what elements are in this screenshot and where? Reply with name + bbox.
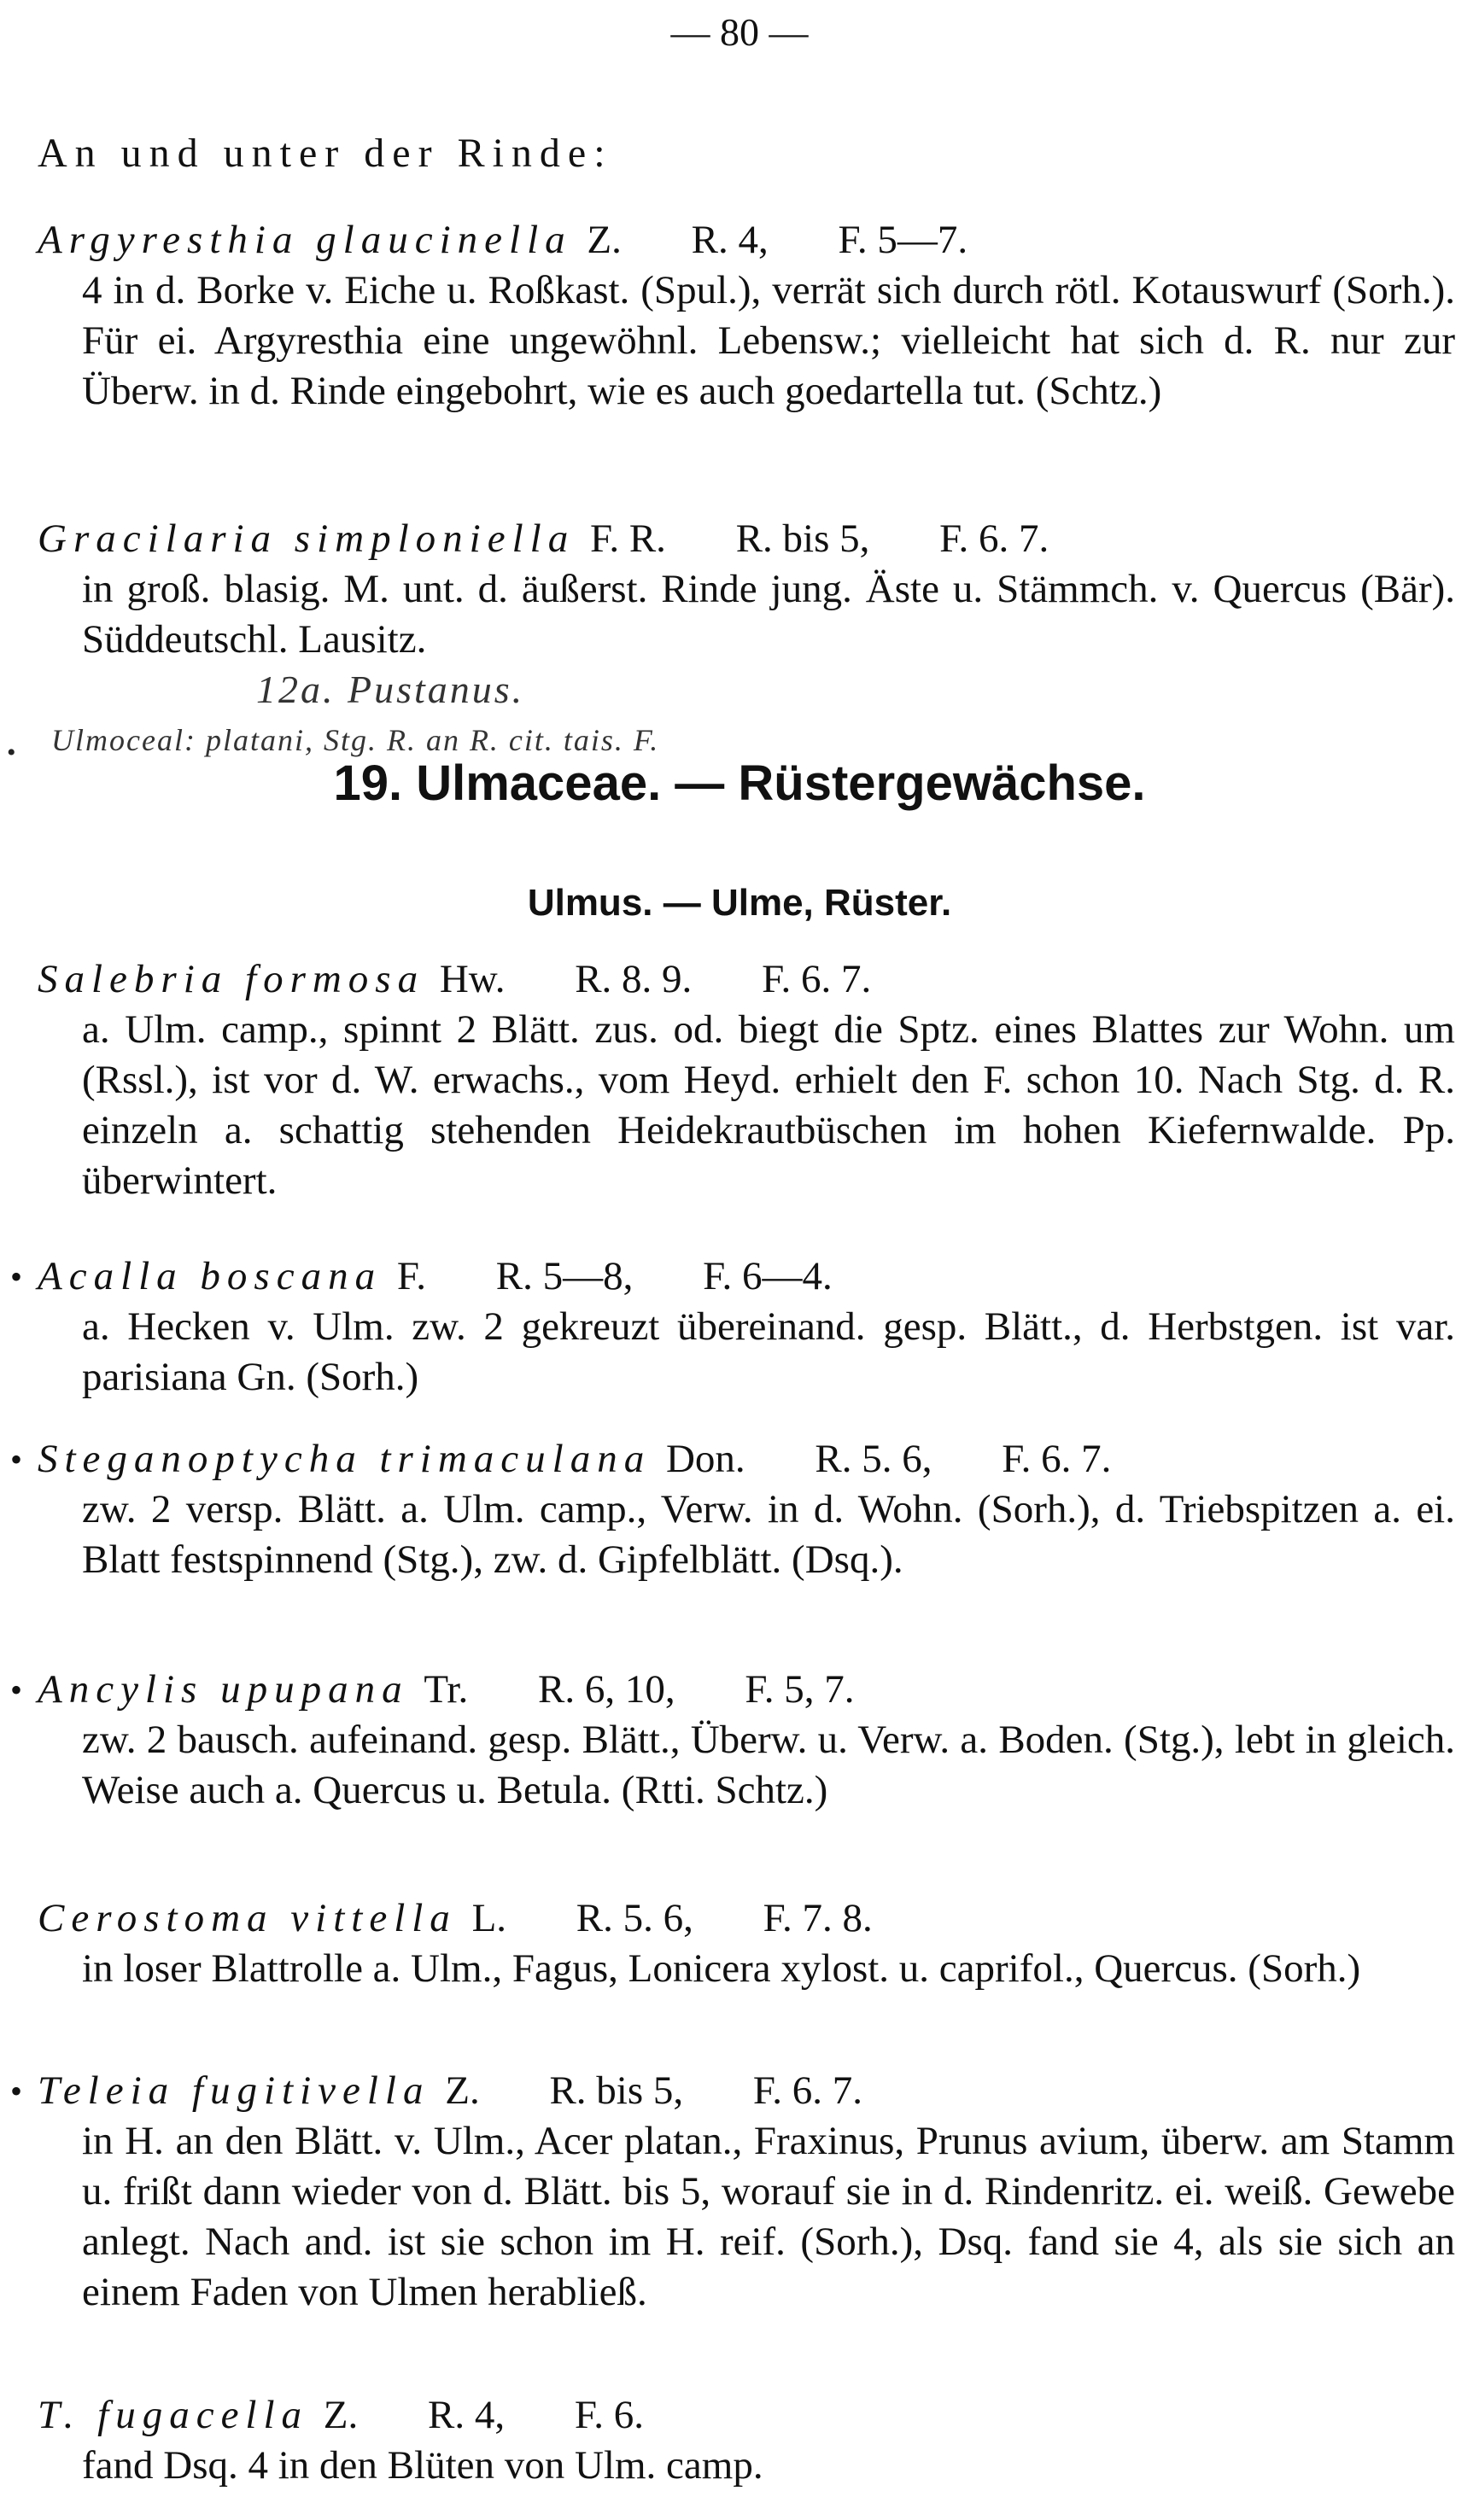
species-author: F.: [396, 1254, 426, 1298]
genus-heading: Ulmus. — Ulme, Rüster.: [527, 882, 952, 924]
moth-period: F. 6. 7.: [762, 957, 872, 1001]
entry-text: in groß. blasig. M. unt. d. äußerst. Rinde jung. Äste u. Stämmch. v. Quercus (Bär). Süddeutschl. Lausitz.: [82, 567, 1455, 662]
species-entry: [38, 215, 1455, 417]
moth-period: F. 7. 8.: [763, 1896, 873, 1940]
page-number: — 80 —: [670, 10, 809, 54]
moth-period: F. 5—7.: [838, 218, 968, 262]
section-intro: An und unter der Rinde:: [38, 131, 613, 176]
species-entry: [10, 2066, 1455, 2318]
entry-header: [38, 1893, 1455, 1944]
species-author: F. R.: [589, 516, 666, 561]
entry-header: [38, 2066, 1455, 2116]
larva-period: R. 4,: [691, 218, 769, 262]
species-entry: [10, 1434, 1455, 1585]
moth-period: F. 6—4.: [703, 1254, 833, 1298]
larva-period: R. 5. 6,: [576, 1896, 693, 1940]
species-name: Ancylis upupana: [38, 1667, 409, 1712]
bullet-mark-icon: •: [7, 738, 16, 767]
moth-period: F. 6. 7.: [752, 2068, 863, 2113]
species-entry: [10, 1251, 1455, 1403]
bullet-mark-icon: •: [10, 1671, 23, 1709]
larva-period: R. bis 5,: [735, 516, 870, 561]
larva-period: R. bis 5,: [549, 2068, 684, 2113]
entry-text: in loser Blattrolle a. Ulm., Fagus, Lonicera xylost. u. caprifol., Quercus. (Sorh.): [82, 1946, 1361, 1991]
entry-header: [38, 1665, 1455, 1715]
species-entry: [38, 514, 1455, 665]
entry-header: [38, 954, 1455, 1005]
species-name: Steganoptycha trimaculana: [38, 1437, 652, 1481]
species-author: Tr.: [424, 1667, 469, 1712]
species-name: Acalla boscana: [38, 1254, 383, 1298]
bullet-mark-icon: •: [10, 1257, 23, 1296]
entry-text: a. Ulm. camp., spinnt 2 Blätt. zus. od. biegt die Sptz. eines Blattes zur Wohn. um (Rssl.), ist vor d. W. erwachs., vom Heyd. erhielt den F. schon 10. Nach Stg. d. R. einzeln a. schattig stehenden Heidekrautbüschen im hohen Kiefernwalde. Pp. überwintert.: [82, 1007, 1455, 1203]
handwritten-note: 12a. Pustanus.: [256, 668, 525, 711]
moth-period: F. 5, 7.: [745, 1667, 855, 1712]
entry-text: zw. 2 bausch. aufeinand. gesp. Blätt., Überw. u. Verw. a. Boden. (Stg.), lebt in gleich. Weise auch a. Quercus u. Betula. (Rtti. Schtz.): [82, 1718, 1455, 1812]
species-name: Argyresthia glaucinella: [38, 218, 572, 262]
species-author: Z.: [323, 2393, 359, 2437]
species-name: Gracilaria simploniella: [38, 516, 576, 561]
larva-period: R. 5. 6,: [815, 1437, 932, 1481]
larva-period: R. 4,: [428, 2393, 506, 2437]
species-name: T. fugacella: [38, 2393, 309, 2437]
entry-header: [38, 1434, 1455, 1485]
family-heading: 19. Ulmaceae. — Rüstergewächse.: [333, 755, 1146, 811]
entry-header: [38, 514, 1455, 564]
species-entry: [38, 954, 1455, 1206]
entry-text: in H. an den Blätt. v. Ulm., Acer platan., Fraxinus, Prunus avium, überw. am Stamm u. frißt dann wieder von d. Blätt. bis 5, worauf sie in d. Rindenritz. ei. weiß. Gewebe anlegt. Nach and. ist sie schon im H. reif. (Sorh.), Dsq. fand sie 4, als sie sich an einem Faden von Ulmen herabließ.: [82, 2119, 1455, 2314]
species-name: Salebria formosa: [38, 957, 425, 1001]
larva-period: R. 8. 9.: [575, 957, 693, 1001]
species-author: Hw.: [439, 957, 506, 1001]
entry-header: [38, 2390, 1455, 2441]
moth-period: F. 6. 7.: [1002, 1437, 1112, 1481]
entry-text: a. Hecken v. Ulm. zw. 2 gekreuzt übereinand. gesp. Blätt., d. Herbstgen. ist var. parisiana Gn. (Sorh.): [82, 1304, 1455, 1399]
bullet-mark-icon: •: [10, 2072, 23, 2110]
entry-header: [38, 215, 1455, 265]
species-author: Z.: [587, 218, 622, 262]
entry-text: zw. 2 versp. Blätt. a. Ulm. camp., Verw. in d. Wohn. (Sorh.), d. Triebspitzen a. ei. Blatt festspinnend (Stg.), zw. d. Gipfelblätt. (Dsq.).: [82, 1487, 1455, 1582]
entry-text: 4 in d. Borke v. Eiche u. Roßkast. (Spul.), verrät sich durch rötl. Kotauswurf (Sorh.). Für ei. Argyresthia eine ungewöhnl. Lebensw.; vielleicht hat sich d. R. nur zur Überw. in d. Rinde eingebohrt, wie es auch goedartella tut. (Schtz.): [82, 268, 1455, 413]
larva-period: R. 6, 10,: [537, 1667, 675, 1712]
species-author: Don.: [665, 1437, 745, 1481]
species-entry: [38, 1893, 1455, 1994]
species-author: L.: [471, 1896, 507, 1940]
larva-period: R. 5—8,: [495, 1254, 634, 1298]
species-entry: [38, 2390, 1455, 2491]
moth-period: F. 6.: [574, 2393, 645, 2437]
species-name: Cerostoma vittella: [38, 1896, 457, 1940]
entry-text: fand Dsq. 4 in den Blüten von Ulm. camp.: [82, 2443, 763, 2488]
species-entry: [10, 1665, 1455, 1816]
moth-period: F. 6. 7.: [939, 516, 1049, 561]
handwritten-note: Ulmoceal: platani, Stg. R. an R. cit. tais. F.: [51, 723, 660, 757]
species-author: Z.: [445, 2068, 480, 2113]
entry-header: [38, 1251, 1455, 1302]
bullet-mark-icon: •: [10, 1440, 23, 1479]
species-name: Teleia fugitivella: [38, 2068, 430, 2113]
